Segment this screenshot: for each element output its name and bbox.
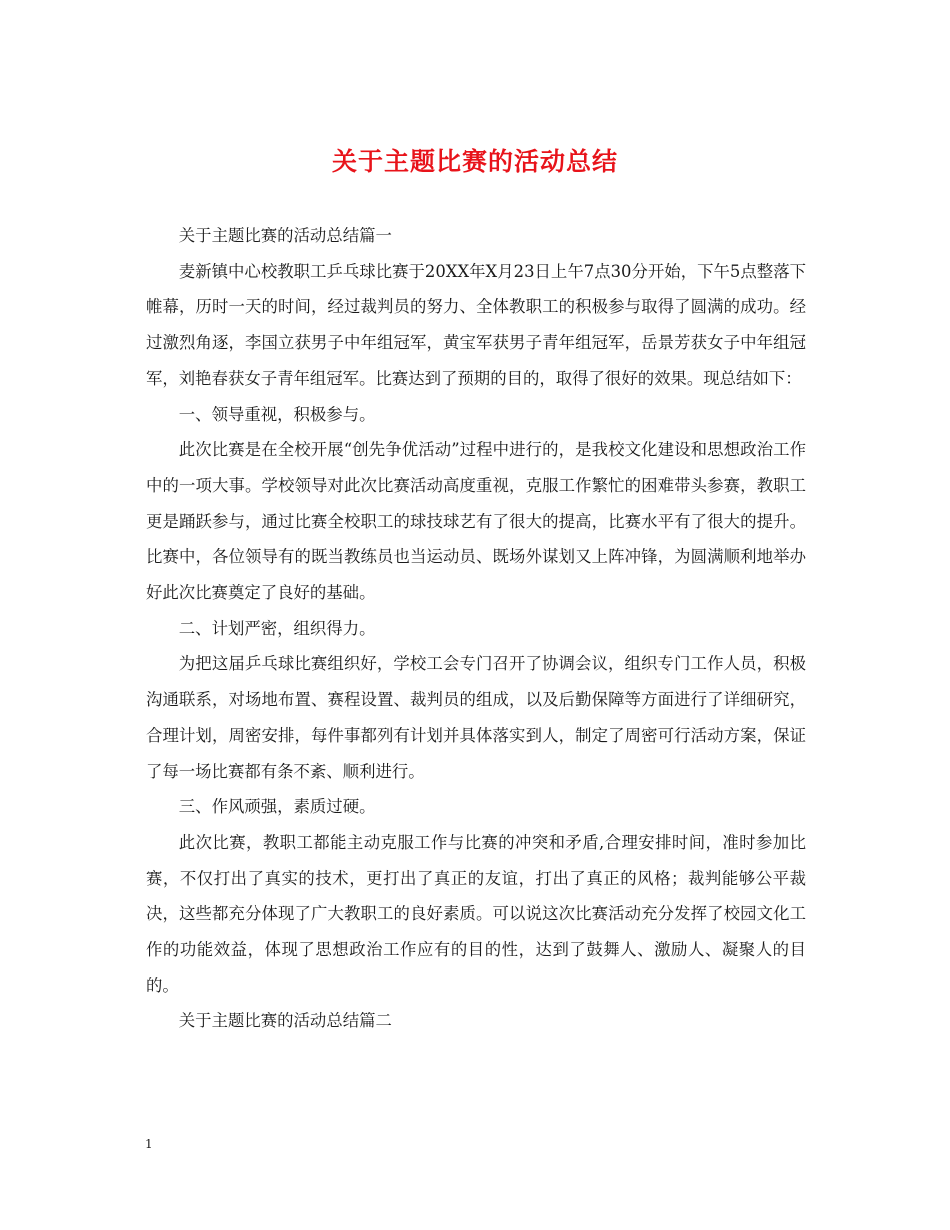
paragraph-leadership: 此次比赛是在全校开展“创先争优活动”过程中进行的，是我校文化建设和思想政治工作中的一项大事。学校领导对此次比赛活动高度重视，克服工作繁忙的困难带头参赛，教职工更是踊跃参与，通过比赛全校职工的球技球艺有了很大的提高，比赛水平有了很大的提升。比赛中，各位领导有的既当教练员也当运动员、既场外谋划又上阵冲锋，为圆满顺利地举办好此次比赛奠定了良好的基础。 <box>146 440 806 603</box>
section-heading-part-one: 关于主题比赛的活动总结篇一 <box>178 226 392 245</box>
section-heading-style: 三、作风顽强，素质过硬。 <box>178 797 376 817</box>
document-body <box>146 218 806 1039</box>
section-heading-leadership: 一、领导重视，积极参与。 <box>178 404 376 424</box>
section-heading-part-two: 关于主题比赛的活动总结篇二 <box>178 1011 392 1031</box>
section-heading-planning: 二、计划严密，组织得力。 <box>178 618 376 638</box>
paragraph-planning: 为把这届乒乓球比赛组织好，学校工会专门召开了协调会议，组织专门工作人员，积极沟通联系，对场地布置、赛程设置、裁判员的组成，以及后勤保障等方面进行了详细研究，合理计划，周密安排，每件事都列有计划并具体落实到人，制定了周密可行活动方案，保证了每一场比赛都有条不紊、顺利进行。 <box>146 654 806 781</box>
paragraph-intro: 麦新镇中心校教职工乒乓球比赛于20XX年X月23日上午7点30分开始，下午5点整落下帷幕，历时一天的时间，经过裁判员的努力、全体教职工的积极参与取得了圆满的成功。经过激烈角逐，李国立获男子中年组冠军，黄宝军获男子青年组冠军，岳景芳获女子中年组冠军，刘艳春获女子青年组冠军。比赛达到了预期的目的，取得了很好的效果。现总结如下： <box>146 261 806 388</box>
paragraph-style: 此次比赛，教职工都能主动克服工作与比赛的冲突和矛盾,合理安排时间，准时参加比赛，不仅打出了真实的技术，更打出了真正的友谊，打出了真正的风格；裁判能够公平裁决，这些都充分体现了广大教职工的良好素质。可以说这次比赛活动充分发挥了校园文化工作的功能效益，体现了思想政治工作应有的目的性，达到了鼓舞人、激励人、凝聚人的目的。 <box>146 832 806 995</box>
document-title: 关于主题比赛的活动总结 <box>331 147 618 176</box>
page-number: 1 <box>145 1137 153 1151</box>
